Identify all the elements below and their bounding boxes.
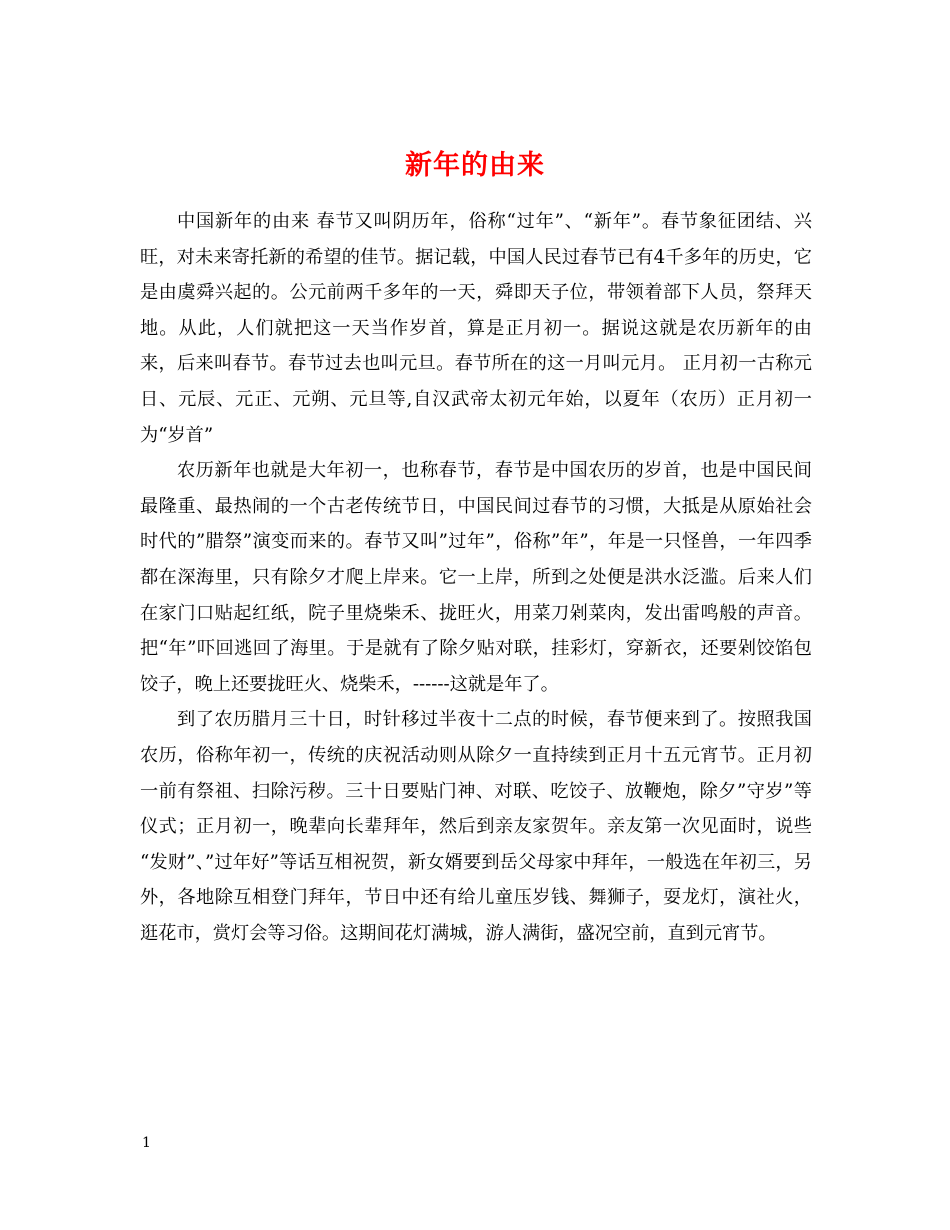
paragraph-customs: 到了农历腊月三十日，时针移过半夜十二点的时候，春节便来到了。按照我国农历，俗称年初一，传统的庆祝活动则从除夕一直持续到正月十五元宵节。正月初一前有祭祖、扫除污秽。三十日要贴门神、对联、吃饺子、放鞭炮，除夕”守岁”等仪式；正月初一，晚辈向长辈拜年，然后到亲友家贺年。亲友第一次见面时，说些 “发财”、”过年好”等话互相祝贺，新女婿要到岳父母家中拜年，一般选在年初三，另外，各地除互相登门拜年，节日中还有给儿童压岁钱、舞狮子，耍龙灯，演社火，逛花市，赏灯会等习俗。这期间花灯满城，游人满街，盛况空前，直到元宵节。: [140, 709, 812, 944]
document-body: [140, 204, 812, 951]
paragraph-origin: 中国新年的由来 春节又叫阴历年，俗称“过年”、“新年”。春节象征团结、兴旺，对未来寄托新的希望的佳节。据记载，中国人民过春节已有4千多年的历史，它是由虞舜兴起的。公元前两千多年的一天，舜即天子位，带领着部下人员，祭拜天地。从此，人们就把这一天当作岁首，算是正月初一。据说这就是农历新年的由来，后来叫春节。春节过去也叫元旦。春节所在的这一月叫元月。 正月初一古称元日、元辰、元正、元朔、元旦等,自汉武帝太初元年始，以夏年（农历）正月初一为“岁首”: [140, 211, 812, 446]
paragraph-legend: 农历新年也就是大年初一，也称春节，春节是中国农历的岁首，也是中国民间最隆重、最热闹的一个古老传统节日，中国民间过春节的习惯，大抵是从原始社会时代的”腊祭”演变而来的。春节又叫”过年”，俗称”年”，年是一只怪兽，一年四季都在深海里，只有除夕才爬上岸来。它一上岸，所到之处便是洪水泛滥。后来人们在家门口贴起红纸，院子里烧柴禾、拢旺火，用菜刀剁菜肉，发出雷鸣般的声音。把“年”吓回逃回了海里。于是就有了除夕贴对联，挂彩灯，穿新衣，还要剁饺馅包饺子，晚上还要拢旺火、烧柴禾，------这就是年了。: [140, 460, 812, 695]
document-title: 新年的由来: [405, 150, 545, 182]
page-number: 1: [142, 1135, 151, 1151]
